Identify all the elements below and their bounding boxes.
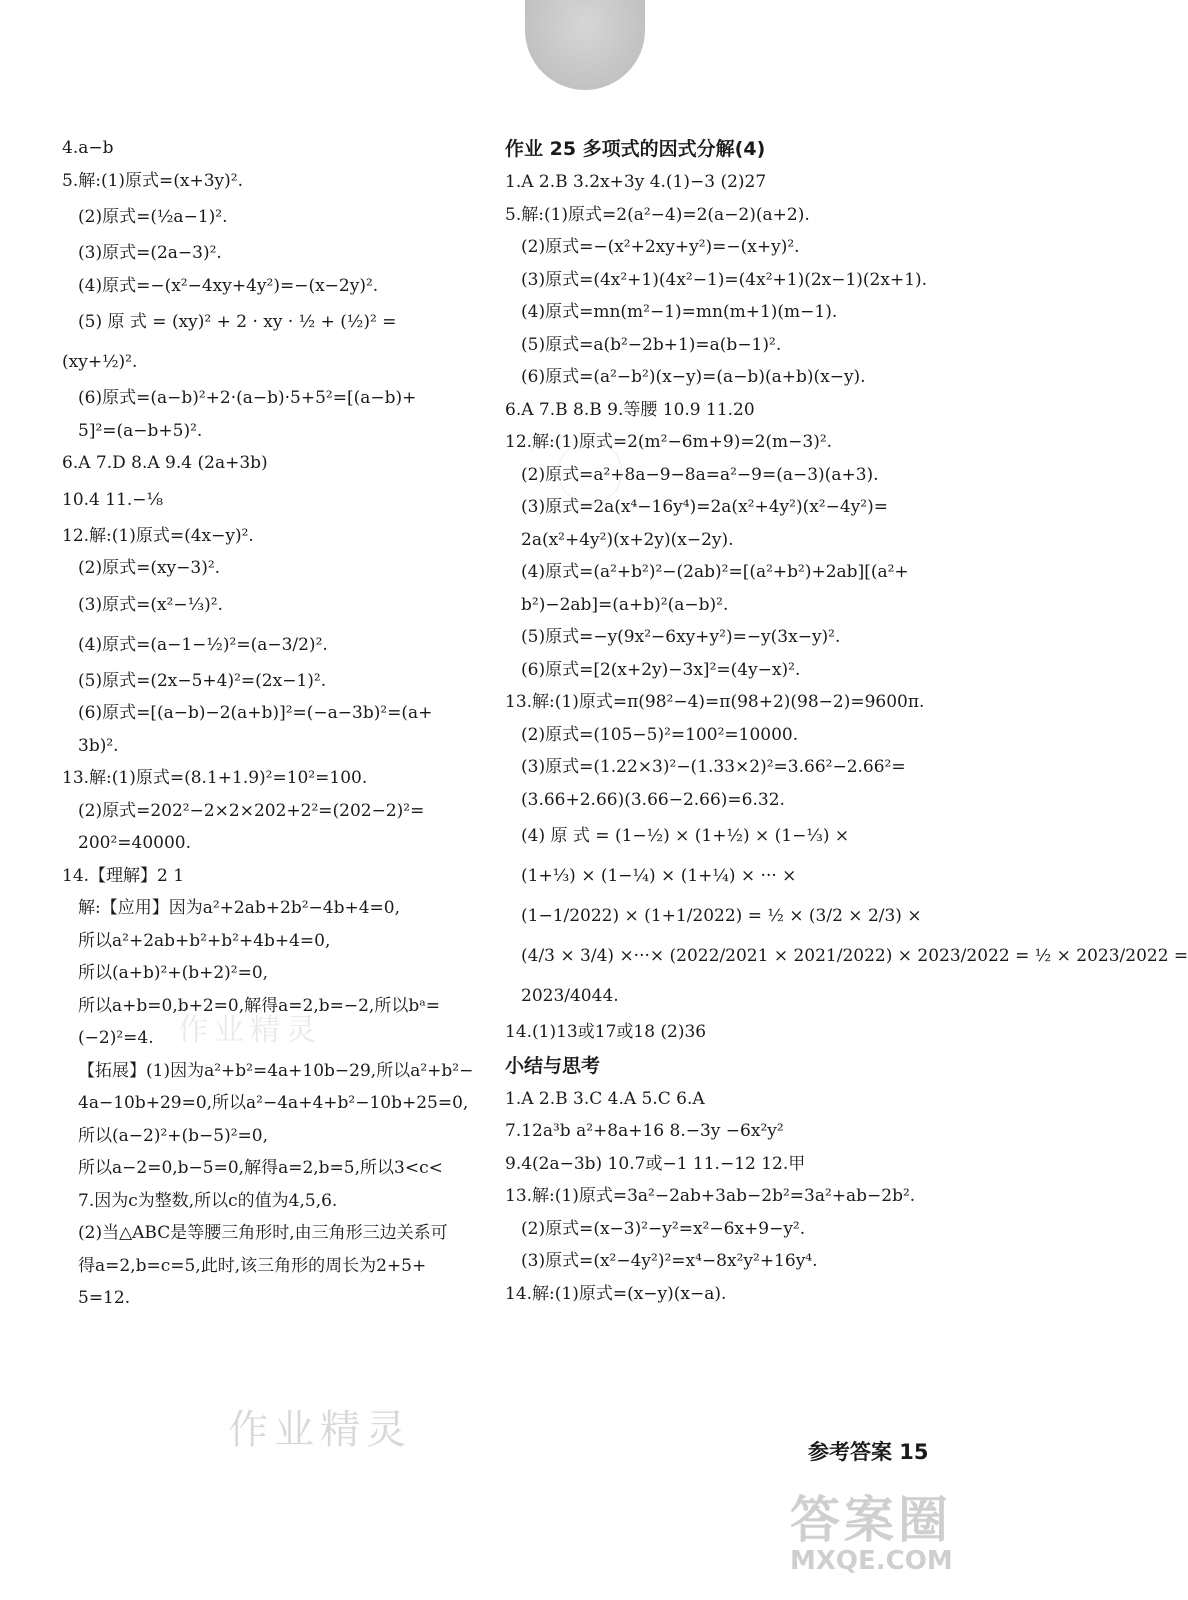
answer-line: (5) 原 式 = (xy)² + 2 · xy · ½ + (½)² = xyxy=(78,312,397,332)
answer-line: 所以(a−2)²+(b−5)²=0, xyxy=(78,1125,269,1146)
answer-line: 5.解:(1)原式=2(a²−4)=2(a−2)(a+2). xyxy=(505,204,810,225)
answer-line: (3)原式=(x²−⅓)². xyxy=(78,594,223,615)
section-heading: 作业 25 多项式的因式分解(4) xyxy=(505,138,766,160)
answer-line: 9.4(2a−3b) 10.7或−1 11.−12 12.甲 xyxy=(505,1153,806,1174)
answer-line: 所以a²+2ab+b²+b²+4b+4=0, xyxy=(78,930,331,951)
answer-line: (4)原式=mn(m²−1)=mn(m+1)(m−1). xyxy=(521,302,838,322)
answer-line: 4.a−b xyxy=(62,138,114,158)
answer-line: 所以a−2=0,b−5=0,解得a=2,b=5,所以3<c< xyxy=(78,1158,443,1178)
answer-line: (4) 原 式 = (1−½) × (1+½) × (1−⅓) × xyxy=(521,826,850,846)
right-column xyxy=(505,132,1188,1310)
answer-line: 14.【理解】2 1 xyxy=(62,865,185,886)
answer-line: (4)原式=(a−1−½)²=(a−3/2)². xyxy=(78,634,328,655)
answer-line: 所以(a+b)²+(b+2)²=0, xyxy=(78,963,269,983)
watermark-faint: 作业精灵 xyxy=(178,1013,322,1048)
answer-line: 5.解:(1)原式=(x+3y)². xyxy=(62,170,244,191)
answer-line: 13.解:(1)原式=π(98²−4)=π(98+2)(98−2)=9600π. xyxy=(505,692,925,712)
answer-line: b²)−2ab]=(a+b)²(a−b)². xyxy=(521,594,729,615)
answer-line: 14.解:(1)原式=(x−y)(x−a). xyxy=(505,1283,727,1304)
answer-line: 4a−10b+29=0,所以a²−4a+4+b²−10b+25=0, xyxy=(78,1093,469,1113)
answer-line: 12.解:(1)原式=(4x−y)². xyxy=(62,525,254,546)
answer-line: (6)原式=(a−b)²+2·(a−b)·5+5²=[(a−b)+ xyxy=(78,388,417,408)
answer-line: 200²=40000. xyxy=(78,833,191,853)
logo-url: MXQE.COM xyxy=(790,1546,953,1576)
page-footer: 参考答案 15 xyxy=(808,1440,929,1464)
answer-line: (5)原式=(2x−5+4)²=(2x−1)². xyxy=(78,670,327,691)
answer-line: (6)原式=[2(x+2y)−3x]²=(4y−x)². xyxy=(521,659,801,680)
answer-line: 13.解:(1)原式=3a²−2ab+3ab−2b²=3a²+ab−2b². xyxy=(505,1186,916,1206)
answer-line: (3)原式=(2a−3)². xyxy=(78,243,222,263)
site-logo xyxy=(790,1480,990,1590)
section-heading: 小结与思考 xyxy=(505,1054,601,1077)
answer-line: (4)原式=−(x²−4xy+4y²)=−(x−2y)². xyxy=(78,275,379,296)
faded-stamp xyxy=(558,440,622,504)
answer-line: 7.12a³b a²+8a+16 8.−3y −6x²y² xyxy=(505,1121,784,1141)
left-column xyxy=(62,132,482,1315)
answer-line: (2)原式=a²+8a−9−8a=a²−9=(a−3)(a+3). xyxy=(521,464,879,485)
answer-line: 【拓展】(1)因为a²+b²=4a+10b−29,所以a²+b²− xyxy=(78,1060,474,1081)
answer-line: (5)原式=−y(9x²−6xy+y²)=−y(3x−y)². xyxy=(521,627,841,647)
answer-line: (6)原式=[(a−b)−2(a+b)]²=(−a−3b)²=(a+ xyxy=(78,703,433,723)
logo-text: 答案圈 xyxy=(790,1491,952,1549)
answer-line: (1−1/2022) × (1+1/2022) = ½ × (3/2 × 2/3) × xyxy=(521,906,922,926)
answer-line: 1.A 2.B 3.2x+3y 4.(1)−3 (2)27 xyxy=(505,172,767,192)
answer-line: 14.(1)13或17或18 (2)36 xyxy=(505,1022,707,1042)
answer-line: 10.4 11.−⅛ xyxy=(62,489,164,510)
answer-line: 6.A 7.B 8.B 9.等腰 10.9 11.20 xyxy=(505,399,755,420)
answer-line: 7.因为c为整数,所以c的值为4,5,6. xyxy=(78,1190,338,1211)
answer-line: (−2)²=4. xyxy=(78,1028,154,1048)
answer-line: (3)原式=(x²−4y²)²=x⁴−8x²y²+16y⁴. xyxy=(521,1251,818,1271)
answer-line: (2)原式=(½a−1)². xyxy=(78,207,228,227)
answer-line: (2)原式=202²−2×2×202+2²=(202−2)²= xyxy=(78,800,425,821)
answer-line: (2)原式=−(x²+2xy+y²)=−(x+y)². xyxy=(521,237,800,257)
answer-line: 13.解:(1)原式=(8.1+1.9)²=10²=100. xyxy=(62,768,368,788)
answer-line: (3)原式=2a(x⁴−16y⁴)=2a(x²+4y²)(x²−4y²)= xyxy=(521,497,888,517)
answer-line: (2)原式=(x−3)²−y²=x²−6x+9−y². xyxy=(521,1218,806,1239)
answer-line: (6)原式=(a²−b²)(x−y)=(a−b)(a+b)(x−y). xyxy=(521,367,866,387)
answer-line: 5]²=(a−b+5)². xyxy=(78,420,203,441)
answer-line: (4)原式=(a²+b²)²−(2ab)²=[(a²+b²)+2ab][(a²+ xyxy=(521,562,909,582)
answer-line: (xy+½)². xyxy=(62,352,138,372)
answer-line: 5=12. xyxy=(78,1288,131,1308)
watermark: 作业精灵 xyxy=(228,1407,412,1453)
header-decoration xyxy=(525,0,645,90)
answer-line: (2)当△ABC是等腰三角形时,由三角形三边关系可 xyxy=(78,1223,448,1243)
answer-line: (2)原式=(105−5)²=100²=10000. xyxy=(521,724,799,745)
answer-line: 解:【应用】因为a²+2ab+2b²−4b+4=0, xyxy=(78,898,400,918)
answer-line: 2023/4044. xyxy=(521,986,619,1006)
answer-line: (3)原式=(1.22×3)²−(1.33×2)²=3.66²−2.66²= xyxy=(521,757,906,777)
answer-line: (3.66+2.66)(3.66−2.66)=6.32. xyxy=(521,789,785,810)
answer-line: (1+⅓) × (1−¼) × (1+¼) × ··· × xyxy=(521,866,797,886)
answer-line: 6.A 7.D 8.A 9.4 (2a+3b) xyxy=(62,453,268,473)
answer-line: (2)原式=(xy−3)². xyxy=(78,558,221,578)
answer-line: 2a(x²+4y²)(x+2y)(x−2y). xyxy=(521,529,734,550)
answer-line: (5)原式=a(b²−2b+1)=a(b−1)². xyxy=(521,334,782,355)
answer-line: (3)原式=(4x²+1)(4x²−1)=(4x²+1)(2x−1)(2x+1). xyxy=(521,269,928,290)
answer-line: 1.A 2.B 3.C 4.A 5.C 6.A xyxy=(505,1088,705,1109)
answer-line: 3b)². xyxy=(78,735,119,756)
answer-line: (4/3 × 3/4) ×···× (2022/2021 × 2021/2022) × 2023/2022 = ½ × 2023/2022 = xyxy=(521,946,1188,966)
answer-line: 得a=2,b=c=5,此时,该三角形的周长为2+5+ xyxy=(78,1255,427,1276)
answer-line: 12.解:(1)原式=2(m²−6m+9)=2(m−3)². xyxy=(505,432,833,452)
answer-line: 所以a+b=0,b+2=0,解得a=2,b=−2,所以bᵃ= xyxy=(78,995,441,1016)
